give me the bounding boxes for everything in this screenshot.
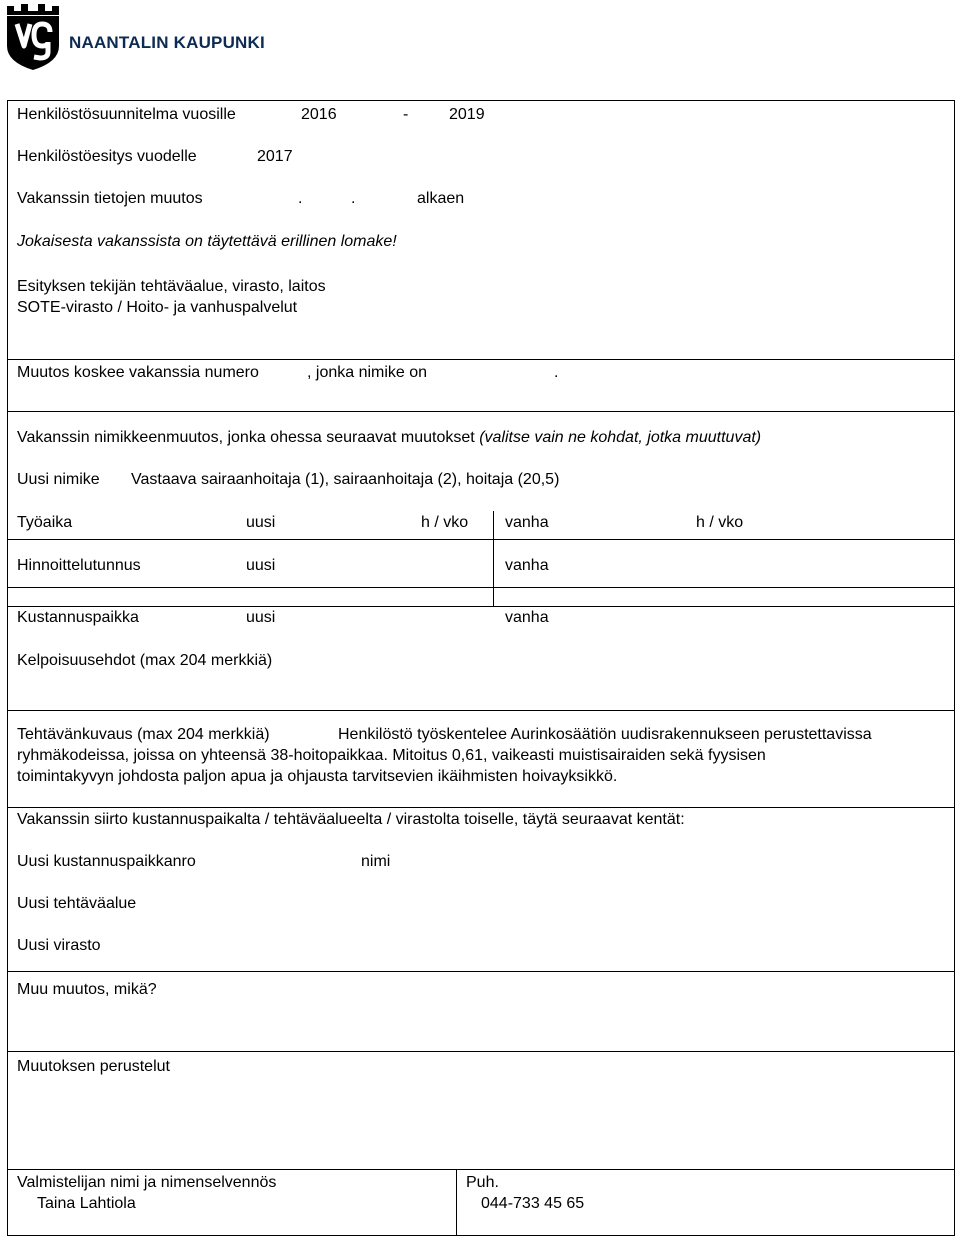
column-divider — [456, 1169, 457, 1235]
cost-center-new-label: uusi — [246, 609, 276, 626]
work-time-old-unit: h / vko — [696, 514, 744, 531]
transfer-heading: Vakanssin siirto kustannuspaikalta / tehtäväalueelta / virastolta toiselle, täytä seuraavat kentät: — [17, 811, 685, 828]
title-change-heading-text: Vakanssin nimikkeenmuutos, jonka ohessa seuraavat muutokset — [17, 429, 475, 446]
new-title-label: Uusi nimike — [17, 471, 100, 488]
new-area-label: Uusi tehtäväalue — [17, 895, 137, 912]
plan-year-to[interactable]: 2019 — [449, 106, 485, 123]
proposal-label: Henkilöstöesitys vuodelle — [17, 148, 197, 165]
preparer-name[interactable]: Taina Lahtiola — [37, 1195, 136, 1212]
proposal-year[interactable]: 2017 — [257, 148, 293, 165]
preparer-label: Valmistelijan nimi ja nimenselvennös — [17, 1174, 277, 1191]
change-from-label: alkaen — [417, 190, 465, 207]
divider — [8, 1051, 954, 1052]
new-office-label: Uusi virasto — [17, 937, 101, 954]
city-name: NAANTALIN KAUPUNKI — [69, 33, 265, 52]
title-change-note: (valitse vain ne kohdat, jotka muuttuvat) — [479, 429, 762, 446]
work-time-new-unit: h / vko — [421, 514, 469, 531]
phone-number[interactable]: 044-733 45 65 — [481, 1195, 585, 1212]
column-divider — [493, 511, 494, 607]
phone-label: Puh. — [466, 1174, 499, 1191]
divider — [8, 587, 954, 588]
personnel-change-form — [7, 100, 955, 1236]
change-date-dot: . — [298, 190, 303, 207]
divider — [8, 411, 954, 412]
plan-dash: - — [403, 106, 409, 123]
cost-center-old-label: vanha — [505, 609, 549, 626]
job-description-label: Tehtävänkuvaus (max 204 merkkiä) — [17, 726, 270, 743]
change-date-dot: . — [351, 190, 356, 207]
divider — [8, 971, 954, 972]
vacancy-end: . — [554, 364, 559, 381]
job-description-line[interactable]: toimintakyvyn johdosta paljon apua ja ohjausta tarvitsevien ikäihmisten hoivayksikkö. — [17, 768, 618, 785]
new-cost-center-name-label: nimi — [361, 853, 391, 870]
naantali-crest-icon — [4, 2, 62, 72]
job-description-line[interactable]: ryhmäkodeissa, joissa on yhteensä 38-hoitopaikkaa. Mitoitus 0,61, vaikeasti muistisairaiden sekä fyysisen — [17, 747, 766, 764]
other-change-label: Muu muutos, mikä? — [17, 981, 157, 998]
divider — [8, 606, 954, 607]
job-description-line[interactable]: Henkilöstö työskentelee Aurinkosäätiön uudisrakennukseen perustettavissa — [338, 726, 872, 743]
justification-label: Muutoksen perustelut — [17, 1058, 170, 1075]
divider — [8, 359, 954, 360]
pricing-old-label: vanha — [505, 557, 549, 574]
title-change-heading — [17, 428, 761, 448]
work-time-label: Työaika — [17, 514, 73, 531]
cost-center-label: Kustannuspaikka — [17, 609, 139, 626]
unit-value[interactable]: SOTE-virasto / Hoito- ja vanhuspalvelut — [17, 299, 298, 316]
plan-label: Henkilöstösuunnitelma vuosille — [17, 106, 236, 123]
new-title-value[interactable]: Vastaava sairaanhoitaja (1), sairaanhoitaja (2), hoitaja (20,5) — [131, 471, 560, 488]
work-time-new-label: uusi — [246, 514, 276, 531]
vacancy-title-label: , jonka nimike on — [307, 364, 428, 381]
qualifications-label: Kelpoisuusehdot (max 204 merkkiä) — [17, 652, 273, 669]
divider — [8, 1169, 954, 1170]
divider — [8, 539, 954, 540]
unit-label: Esityksen tekijän tehtäväalue, virasto, laitos — [17, 278, 326, 295]
pricing-new-label: uusi — [246, 557, 276, 574]
work-time-old-label: vanha — [505, 514, 549, 531]
instruction-text: Jokaisesta vakanssista on täytettävä erillinen lomake! — [17, 233, 397, 250]
plan-year-from[interactable]: 2016 — [301, 106, 337, 123]
vacancy-number-label: Muutos koskee vakanssia numero — [17, 364, 259, 381]
change-info-label: Vakanssin tietojen muutos — [17, 190, 203, 207]
pricing-label: Hinnoittelutunnus — [17, 557, 141, 574]
divider — [8, 807, 954, 808]
divider — [8, 710, 954, 711]
new-cost-center-label: Uusi kustannuspaikkanro — [17, 853, 196, 870]
